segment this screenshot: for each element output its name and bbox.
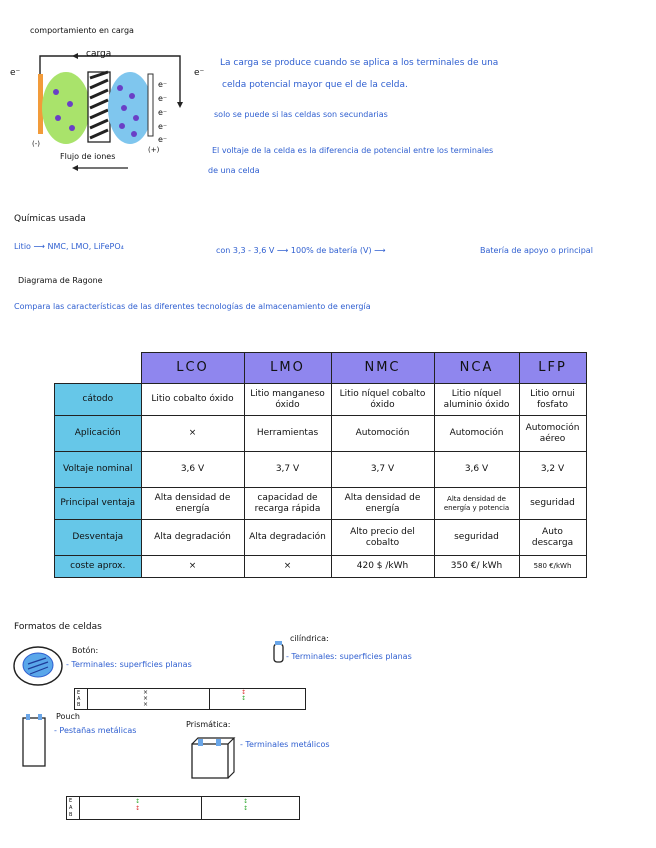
table-cell: Alta degradación — [244, 520, 331, 556]
table-cell: × — [244, 556, 331, 578]
table-cell: 420 $ /kWh — [331, 556, 434, 578]
table-cell: Alta densidad de energía — [141, 488, 244, 520]
table-cell: seguridad — [434, 520, 519, 556]
comparison-table — [54, 352, 587, 578]
pouch-cell-icon — [20, 712, 50, 770]
note-line-1: La carga se produce cuando se aplica a los terminales de una — [220, 58, 499, 68]
chemistry-heading: Químicas usada — [14, 214, 86, 224]
table-cell: × — [141, 556, 244, 578]
table-cell: 3,7 V — [244, 452, 331, 488]
row-label: Principal ventaja — [55, 488, 142, 520]
formats-heading: Formatos de celdas — [14, 622, 102, 632]
electron-left-label: e⁻ — [10, 68, 21, 78]
minus-label: e⁻ — [158, 122, 168, 131]
minus-label: e⁻ — [158, 108, 168, 117]
column-header: LCO — [141, 353, 244, 384]
charge-diagram — [8, 22, 205, 172]
pouch-title: Pouch — [56, 712, 80, 721]
table-cell: Litio cobalto óxido — [141, 384, 244, 416]
column-header: LFP — [519, 353, 586, 384]
chemistry-line-right: Batería de apoyo o principal — [480, 246, 593, 255]
cilindrica-title: cilíndrica: — [290, 634, 329, 643]
row-label: Voltaje nominal — [55, 452, 142, 488]
note-line-5: de una celda — [208, 166, 260, 175]
ragone-subtitle: Compara las características de las diferentes tecnologías de almacenamiento de energía — [14, 302, 371, 311]
prismatica-desc: - Terminales metálicos — [240, 740, 330, 749]
cell-bar-diagram: E A B ↕ ↕ ↕ ↕ — [66, 796, 300, 820]
table-cell: Litio ornui fosfato — [519, 384, 586, 416]
chemistry-line-left: Litio ⟶ NMC, LMO, LiFePO₄ — [14, 242, 124, 251]
table-row — [55, 384, 587, 416]
row-label: cátodo — [55, 384, 142, 416]
cell-bar-diagram: E A B × × × ↕ ↕ — [74, 688, 306, 710]
row-label: coste aprox. — [55, 556, 142, 578]
table-cell: 580 €/kWh — [519, 556, 586, 578]
boton-desc: - Terminales: superficies planas — [66, 660, 192, 669]
table-cell: Alto precio del cobalto — [331, 520, 434, 556]
prismatic-cell-icon — [190, 736, 236, 782]
table-cell: Automoción aéreo — [519, 416, 586, 452]
column-header: NMC — [331, 353, 434, 384]
table-header-row — [55, 353, 587, 384]
column-header: LMO — [244, 353, 331, 384]
ion-flow-label: Flujo de iones — [60, 152, 116, 161]
table-cell: 3,7 V — [331, 452, 434, 488]
note-line-2: celda potencial mayor que el de la celda. — [222, 80, 408, 90]
table-cell: Litio manganeso óxido — [244, 384, 331, 416]
note-line-4: El voltaje de la celda es la diferencia de potencial entre los terminales — [212, 146, 494, 155]
electron-right-label: e⁻ — [194, 68, 205, 78]
table-cell: 3,2 V — [519, 452, 586, 488]
terminal-plus-label: (+) — [148, 146, 160, 154]
table-cell: seguridad — [519, 488, 586, 520]
note-line-3: solo se puede si las celdas son secundarias — [214, 110, 388, 119]
row-label: Aplicación — [55, 416, 142, 452]
table-cell: Herramientas — [244, 416, 331, 452]
cilindrica-desc: - Terminales: superficies planas — [286, 652, 412, 661]
row-label: Desventaja — [55, 520, 142, 556]
table-cell: 3,6 V — [434, 452, 519, 488]
table-cell: Auto descarga — [519, 520, 586, 556]
pouch-desc: - Pestañas metálicas — [54, 726, 137, 735]
prismatica-title: Prismática: — [186, 720, 231, 729]
table-row — [55, 452, 587, 488]
load-label: carga — [86, 49, 112, 59]
table-row — [55, 520, 587, 556]
cylindrical-cell-icon — [272, 640, 286, 664]
button-cell-icon — [12, 644, 64, 688]
table-cell: Alta degradación — [141, 520, 244, 556]
table-row — [55, 416, 587, 452]
table-row — [55, 488, 587, 520]
table-cell: Litio níquel cobalto óxido — [331, 384, 434, 416]
table-cell: Automoción — [331, 416, 434, 452]
table-cell: Litio níquel aluminio óxido — [434, 384, 519, 416]
ragone-heading: Diagrama de Ragone — [18, 276, 103, 285]
minus-label: e⁻ — [158, 94, 168, 103]
table-cell: Automoción — [434, 416, 519, 452]
table-cell: Alta densidad de energía y potencia — [434, 488, 519, 520]
boton-title: Botón: — [72, 646, 99, 655]
column-header: NCA — [434, 353, 519, 384]
table-cell: 350 €/ kWh — [434, 556, 519, 578]
terminal-minus-label: (-) — [32, 140, 40, 148]
chemistry-line-mid: con 3,3 - 3,6 V ⟶ 100% de batería (V) ⟶ — [216, 246, 386, 255]
minus-label: e⁻ — [158, 80, 168, 89]
table-cell: Alta densidad de energía — [331, 488, 434, 520]
table-cell: capacidad de recarga rápida — [244, 488, 331, 520]
table-cell: × — [141, 416, 244, 452]
diagram-title: comportamiento en carga — [30, 26, 134, 35]
minus-label: e⁻ — [158, 135, 168, 144]
table-row — [55, 556, 587, 578]
table-cell: 3,6 V — [141, 452, 244, 488]
cell-drawing — [8, 22, 198, 172]
